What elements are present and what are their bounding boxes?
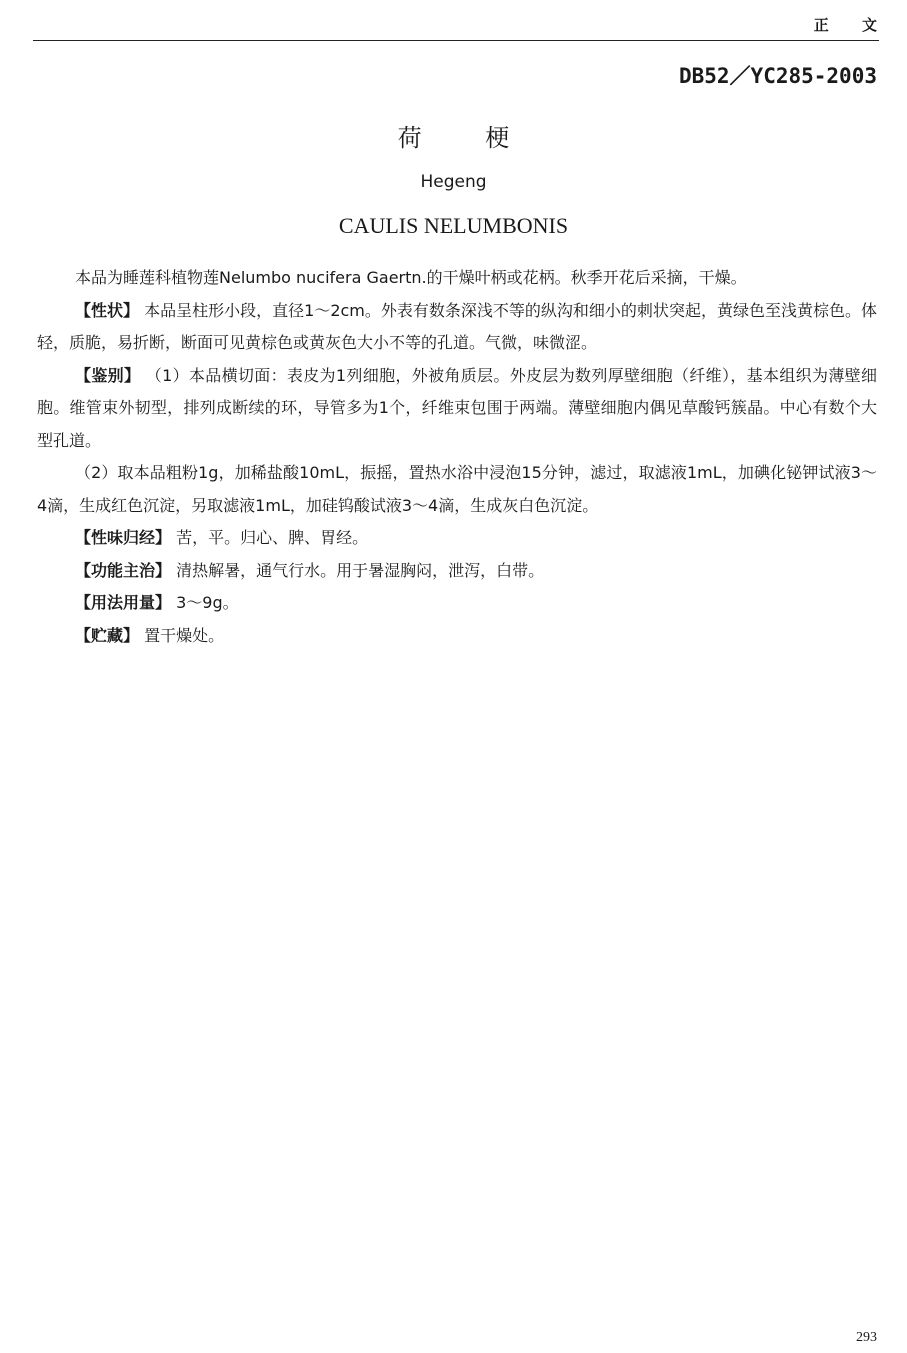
section-heading: 【用法用量】 [75, 593, 172, 612]
section-functions [37, 555, 877, 588]
section-storage [37, 620, 877, 653]
section-text: 置干燥处。 [139, 625, 225, 645]
section-identification-continued [37, 457, 877, 522]
monograph-body [37, 262, 877, 652]
section-text: 苦，平。归心、脾、胃经。 [171, 528, 369, 547]
section-description [37, 295, 877, 360]
running-header-section: 正 文 [813, 16, 891, 34]
header-divider [33, 40, 879, 41]
standard-number: DB52／YC285-2003 [678, 64, 877, 88]
monograph-latin-name: CAULIS NELUMBONIS [338, 213, 569, 238]
section-dosage [37, 587, 877, 620]
section-text: 清热解暑，通气行水。用于暑湿胸闷，泄泻，白带。 [171, 560, 545, 580]
section-property-flavor [37, 522, 877, 555]
section-heading: 【贮藏】 [75, 625, 140, 645]
intro-paragraph: 本品为睡莲科植物莲Nelumbo nucifera Gaertn.的干燥叶柄或花柄。秋季开花后采摘，干燥。 [75, 268, 747, 287]
monograph-title: 荷 梗 [397, 124, 538, 152]
section-text: （2）取本品粗粉1g，加稀盐酸10mL，振摇，置热水浴中浸泡15分钟，滤过，取滤液1mL，加碘化铋钾试液3～4滴，生成红色沉淀，另取滤液1mL，加硅钨酸试液3～4滴，生成灰白色沉淀。 [37, 463, 877, 515]
section-text: （1）本品横切面：表皮为1列细胞，外被角质层。外皮层为数列厚壁细胞（纤维），基本组织为薄壁细胞。维管束外韧型，排列成断续的环，导管多为1个，纤维束包围于两端。薄壁细胞内偶见草酸钙簇晶。中心有数个大型孔道。 [37, 365, 877, 450]
section-identification [37, 360, 877, 458]
page-number: 293 [856, 1330, 877, 1345]
section-heading: 【性状】 [75, 300, 140, 320]
section-heading: 【性味归经】 [75, 528, 172, 547]
monograph-pinyin: Hegeng [420, 172, 487, 192]
section-text: 本品呈柱形小段，直径1～2cm。外表有数条深浅不等的纵沟和细小的刺状突起，黄绿色至浅黄棕色。体轻，质脆，易折断，断面可见黄棕色或黄灰色大小不等的孔道。气微，味微涩。 [37, 300, 877, 352]
section-text: 3～9g。 [171, 593, 239, 612]
section-heading: 【鉴别】 [75, 365, 141, 385]
section-heading: 【功能主治】 [75, 560, 172, 580]
